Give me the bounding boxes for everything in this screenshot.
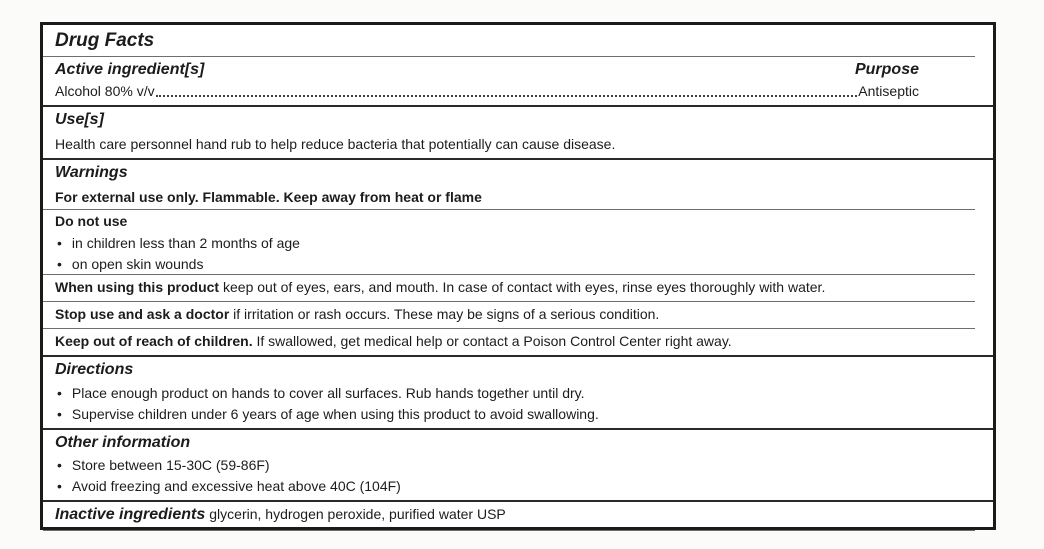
other-information-bullet: [43, 455, 993, 476]
do-not-use-bullet: [43, 254, 993, 275]
stop-use-text: if irritation or rash occurs. These may be signs of a serious condition.: [229, 306, 660, 323]
uses-heading: Use[s]: [55, 111, 104, 129]
other-information-bullet-text: • Store between 15-30C (59-86F): [71, 457, 270, 474]
inactive-ingredients-text: glycerin, hydrogen peroxide, purified water USP: [209, 506, 506, 523]
other-information-bullet-text: • Avoid freezing and excessive heat above 40C (104F): [71, 478, 401, 495]
when-using-bold: When using this product: [55, 279, 220, 296]
active-ingredient-row: [43, 82, 993, 105]
directions-bullet-text: • Supervise children under 6 years of age when using this product to avoid swallowing.: [71, 405, 599, 422]
uses-text: Health care personnel hand rub to help reduce bacteria that potentially can cause disease.: [55, 136, 616, 153]
drug-facts-label: [40, 22, 996, 530]
keep-out-text: If swallowed, get medical help or contact a Poison Control Center right away.: [252, 333, 732, 350]
purpose-value: Antiseptic: [858, 83, 919, 100]
do-not-use-heading: Do not use: [55, 212, 128, 229]
keep-out-bold: Keep out of reach of children.: [55, 333, 253, 350]
directions-bullet-text: • Place enough product on hands to cover all surfaces. Rub hands together until dry.: [71, 384, 585, 401]
directions-bullet: [43, 404, 993, 428]
inactive-ingredients-row: [43, 502, 993, 530]
warnings-flammable-statement: For external use only. Flammable. Keep away from heat or flame: [55, 188, 482, 205]
stop-use-bold: Stop use and ask a doctor: [55, 306, 230, 323]
directions-heading: Directions: [55, 361, 134, 379]
keep-out-statement: [43, 329, 993, 355]
dotted-leader: [156, 95, 858, 97]
empty-bottom-row: [43, 531, 993, 549]
warnings-heading: Warnings: [55, 164, 128, 182]
when-using-statement: [43, 275, 993, 301]
other-information-bullet: [43, 476, 993, 500]
inactive-ingredients-heading: Inactive ingredients: [55, 506, 206, 524]
do-not-use-bullet: [43, 233, 993, 254]
do-not-use-bullet-text: • in children less than 2 months of age: [71, 234, 300, 251]
do-not-use-bullet-text: • on open skin wounds: [71, 255, 204, 272]
active-ingredient-header-row: [43, 57, 993, 83]
directions-bullet: [43, 383, 993, 404]
active-ingredient-name: Alcohol 80% v/v: [55, 83, 155, 100]
drug-facts-title: Drug Facts: [55, 30, 155, 51]
purpose-heading: Purpose: [854, 60, 919, 78]
stop-use-statement: [43, 302, 993, 328]
other-information-heading: Other information: [55, 433, 191, 451]
when-using-text: keep out of eyes, ears, and mouth. In case of contact with eyes, rinse eyes thoroughly with water.: [219, 279, 826, 296]
active-ingredient-heading: Active ingredient[s]: [55, 60, 205, 78]
